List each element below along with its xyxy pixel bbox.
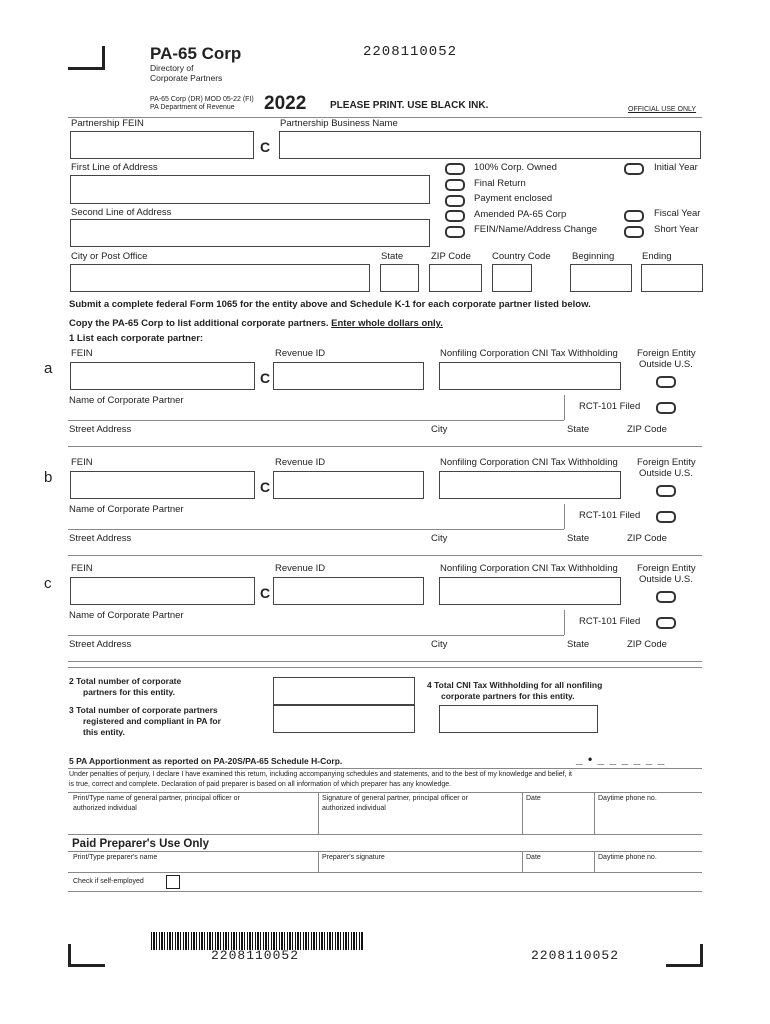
- line4-label-2: corporate partners for this entity.: [441, 691, 575, 701]
- partner-name-label: Name of Corporate Partner: [69, 395, 184, 406]
- partner-cni-label: Nonfiling Corporation CNI Tax Withholding: [440, 563, 618, 574]
- zip-label: ZIP Code: [431, 251, 471, 262]
- officer-name-field[interactable]: [70, 810, 316, 832]
- partner-foreign-label-1: Foreign Entity: [637, 457, 696, 468]
- partner-zip-label: ZIP Code: [627, 639, 667, 650]
- partner-city-label: City: [431, 639, 448, 650]
- partner-state-label: State: [567, 424, 590, 435]
- partner-letter: a: [44, 360, 53, 377]
- partner-revenue-id-field[interactable]: [273, 471, 424, 499]
- total-partners-field[interactable]: [273, 677, 415, 705]
- business-name-field[interactable]: [279, 131, 701, 159]
- print-instruction: PLEASE PRINT. USE BLACK INK.: [330, 100, 489, 111]
- partner-name-divider: [564, 610, 565, 635]
- fiscal-year-checkbox[interactable]: [624, 210, 644, 222]
- partner-foreign-checkbox[interactable]: [656, 485, 676, 497]
- initial-year-label: Initial Year: [654, 162, 698, 173]
- barcode-number: 2208110052: [211, 948, 300, 963]
- self-employed-checkbox[interactable]: [166, 875, 180, 889]
- preparer-name-label: Print/Type preparer's name: [73, 854, 158, 861]
- ending-label: Ending: [642, 251, 672, 262]
- partner-foreign-label-2: Outside U.S.: [639, 359, 693, 370]
- self-employed-label: Check if self-employed: [73, 878, 144, 885]
- form-id: PA-65 Corp: [150, 44, 242, 63]
- partner-fein-label: FEIN: [71, 563, 93, 574]
- department: PA Department of Revenue: [150, 104, 235, 111]
- partner-name-line: [68, 529, 564, 530]
- partner-rct-checkbox[interactable]: [656, 402, 676, 414]
- partner-name-divider: [564, 504, 565, 529]
- amended-checkbox[interactable]: [445, 210, 465, 222]
- partner-rct-checkbox[interactable]: [656, 511, 676, 523]
- apportionment-field[interactable]: _ • _ _ _ _ _ _: [576, 752, 666, 766]
- preparer-phone-label: Daytime phone no.: [598, 854, 657, 861]
- partner-revenue-id-label: Revenue ID: [275, 457, 326, 468]
- preparer-title: Paid Preparer's Use Only: [72, 838, 209, 850]
- fein-change-label: FEIN/Name/Address Change: [474, 224, 598, 235]
- officer-date-field[interactable]: [524, 806, 592, 832]
- partner-name-label: Name of Corporate Partner: [69, 610, 184, 621]
- partner-cni-label: Nonfiling Corporation CNI Tax Withholding: [440, 457, 618, 468]
- preparer-signature-label: Preparer's signature: [322, 854, 385, 861]
- crop-mark-bottom-left: [68, 944, 105, 967]
- partner-fein-c: C: [260, 370, 271, 386]
- beginning-field[interactable]: [570, 264, 632, 292]
- partner-city-label: City: [431, 533, 448, 544]
- copy-instruction: Copy the PA-65 Corp to list additional corporate partners. Enter whole dollars only.: [69, 318, 443, 329]
- partner-letter: b: [44, 469, 53, 486]
- perjury-line-2: is true, correct and complete. Declaration of paid preparer is based on all information of which preparer has any knowledge.: [69, 781, 452, 788]
- partner-foreign-label-1: Foreign Entity: [637, 348, 696, 359]
- corp-owned-label: 100% Corp. Owned: [474, 162, 557, 173]
- partner-cni-label: Nonfiling Corporation CNI Tax Withholding: [440, 348, 618, 359]
- fein-change-checkbox[interactable]: [445, 226, 465, 238]
- preparer-date-label: Date: [526, 854, 541, 861]
- list-instruction: 1 List each corporate partner:: [69, 333, 204, 344]
- line3-label-3: this entity.: [83, 727, 125, 737]
- officer-phone-label: Daytime phone no.: [598, 795, 657, 802]
- total-cni-field[interactable]: [439, 705, 598, 733]
- partner-fein-c: C: [260, 585, 271, 601]
- partnership-fein-field[interactable]: [70, 131, 254, 159]
- submit-instruction: Submit a complete federal Form 1065 for the entity above and Schedule K-1 for each corporate partner listed below.: [69, 299, 591, 310]
- partner-fein-field[interactable]: [70, 362, 255, 390]
- zip-field[interactable]: [429, 264, 482, 292]
- address1-field[interactable]: [70, 175, 430, 204]
- short-year-checkbox[interactable]: [624, 226, 644, 238]
- partner-fein-label: FEIN: [71, 348, 93, 359]
- officer-name-label-2: authorized individual: [73, 805, 137, 812]
- partner-fein-label: FEIN: [71, 457, 93, 468]
- partner-street-label: Street Address: [69, 533, 132, 544]
- partner-rct-label: RCT-101 Filed: [579, 401, 641, 412]
- beginning-label: Beginning: [572, 251, 615, 262]
- registered-partners-field[interactable]: [273, 705, 415, 733]
- city-field[interactable]: [70, 264, 370, 292]
- partner-revenue-id-label: Revenue ID: [275, 348, 326, 359]
- form-subtitle-1: Directory of: [150, 63, 194, 73]
- country-label: Country Code: [492, 251, 551, 262]
- address2-field[interactable]: [70, 219, 430, 247]
- line4-label-1: 4 Total CNI Tax Withholding for all nonfiling: [427, 680, 603, 690]
- fiscal-year-label: Fiscal Year: [654, 208, 701, 219]
- doc-number-bottom: 2208110052: [531, 948, 620, 963]
- partner-rct-checkbox[interactable]: [656, 617, 676, 629]
- partner-fein-c: C: [260, 479, 271, 495]
- payment-checkbox[interactable]: [445, 195, 465, 207]
- partner-divider: [68, 661, 702, 662]
- partner-zip-label: ZIP Code: [627, 424, 667, 435]
- line2-label-1: 2 Total number of corporate: [69, 676, 182, 686]
- amended-label: Amended PA-65 Corp: [474, 209, 567, 220]
- business-name-label: Partnership Business Name: [280, 118, 398, 129]
- city-label: City or Post Office: [71, 251, 148, 262]
- officer-signature-label-2: authorized individual: [322, 805, 386, 812]
- country-field[interactable]: [492, 264, 532, 292]
- partner-divider: [68, 555, 702, 556]
- initial-year-checkbox[interactable]: [624, 163, 644, 175]
- state-field[interactable]: [380, 264, 419, 292]
- partner-rct-label: RCT-101 Filed: [579, 510, 641, 521]
- official-use-label: OFFICIAL USE ONLY: [628, 106, 697, 113]
- ending-field[interactable]: [641, 264, 703, 292]
- partner-revenue-id-field[interactable]: [273, 362, 424, 390]
- partner-name-line: [68, 635, 564, 636]
- partner-foreign-label-2: Outside U.S.: [639, 468, 693, 479]
- partner-name-line: [68, 420, 564, 421]
- partner-foreign-checkbox[interactable]: [656, 591, 676, 603]
- officer-signature-label-1: Signature of general partner, principal officer or: [322, 795, 468, 802]
- partner-zip-label: ZIP Code: [627, 533, 667, 544]
- partner-foreign-label-1: Foreign Entity: [637, 563, 696, 574]
- form-subtitle-2: Corporate Partners: [150, 73, 223, 83]
- partner-letter: c: [44, 575, 52, 592]
- final-return-checkbox[interactable]: [445, 179, 465, 191]
- final-return-label: Final Return: [474, 178, 526, 189]
- address1-label: First Line of Address: [71, 162, 158, 173]
- crop-mark-bottom-right: [666, 944, 703, 967]
- partner-foreign-checkbox[interactable]: [656, 376, 676, 388]
- perjury-line-1: Under penalties of perjury, I declare I have examined this return, including accompanying schedules and statements, and to the best of my knowledge and belief, it: [69, 771, 572, 778]
- line3-label-1: 3 Total number of corporate partners: [69, 705, 218, 715]
- partner-divider: [68, 446, 702, 447]
- partner-cni-field[interactable]: [439, 471, 621, 499]
- short-year-label: Short Year: [654, 224, 699, 235]
- officer-signature-field[interactable]: [320, 814, 520, 832]
- address2-label: Second Line of Address: [71, 207, 172, 218]
- partner-city-label: City: [431, 424, 448, 435]
- partner-fein-field[interactable]: [70, 471, 255, 499]
- form-year: 2022: [264, 93, 307, 114]
- partner-fein-field[interactable]: [70, 577, 255, 605]
- partner-foreign-label-2: Outside U.S.: [639, 574, 693, 585]
- partner-state-label: State: [567, 639, 590, 650]
- partner-cni-field[interactable]: [439, 362, 621, 390]
- doc-number-top: 2208110052: [363, 44, 458, 60]
- partner-street-label: Street Address: [69, 424, 132, 435]
- partner-rct-label: RCT-101 Filed: [579, 616, 641, 627]
- fein-check-c: C: [260, 139, 271, 155]
- form-code: PA-65 Corp (DR) MOD 05-22 (FI): [150, 96, 254, 103]
- officer-date-label: Date: [526, 795, 541, 802]
- partner-revenue-id-label: Revenue ID: [275, 563, 326, 574]
- line2-label-2: partners for this entity.: [83, 687, 175, 697]
- partner-name-divider: [564, 395, 565, 420]
- crop-mark-top-left: [68, 46, 105, 70]
- payment-label: Payment enclosed: [474, 193, 553, 204]
- officer-phone-field[interactable]: [596, 806, 700, 832]
- fein-label: Partnership FEIN: [71, 118, 144, 129]
- state-label: State: [381, 251, 404, 262]
- partner-state-label: State: [567, 533, 590, 544]
- partner-revenue-id-field[interactable]: [273, 577, 424, 605]
- partner-name-label: Name of Corporate Partner: [69, 504, 184, 515]
- line3-label-2: registered and compliant in PA for: [83, 716, 221, 726]
- line5-label: 5 PA Apportionment as reported on PA-20S/PA-65 Schedule H-Corp.: [69, 756, 343, 766]
- partner-street-label: Street Address: [69, 639, 132, 650]
- corp-owned-checkbox[interactable]: [445, 163, 465, 175]
- partner-cni-field[interactable]: [439, 577, 621, 605]
- officer-name-label-1: Print/Type name of general partner, principal officer or: [73, 795, 240, 802]
